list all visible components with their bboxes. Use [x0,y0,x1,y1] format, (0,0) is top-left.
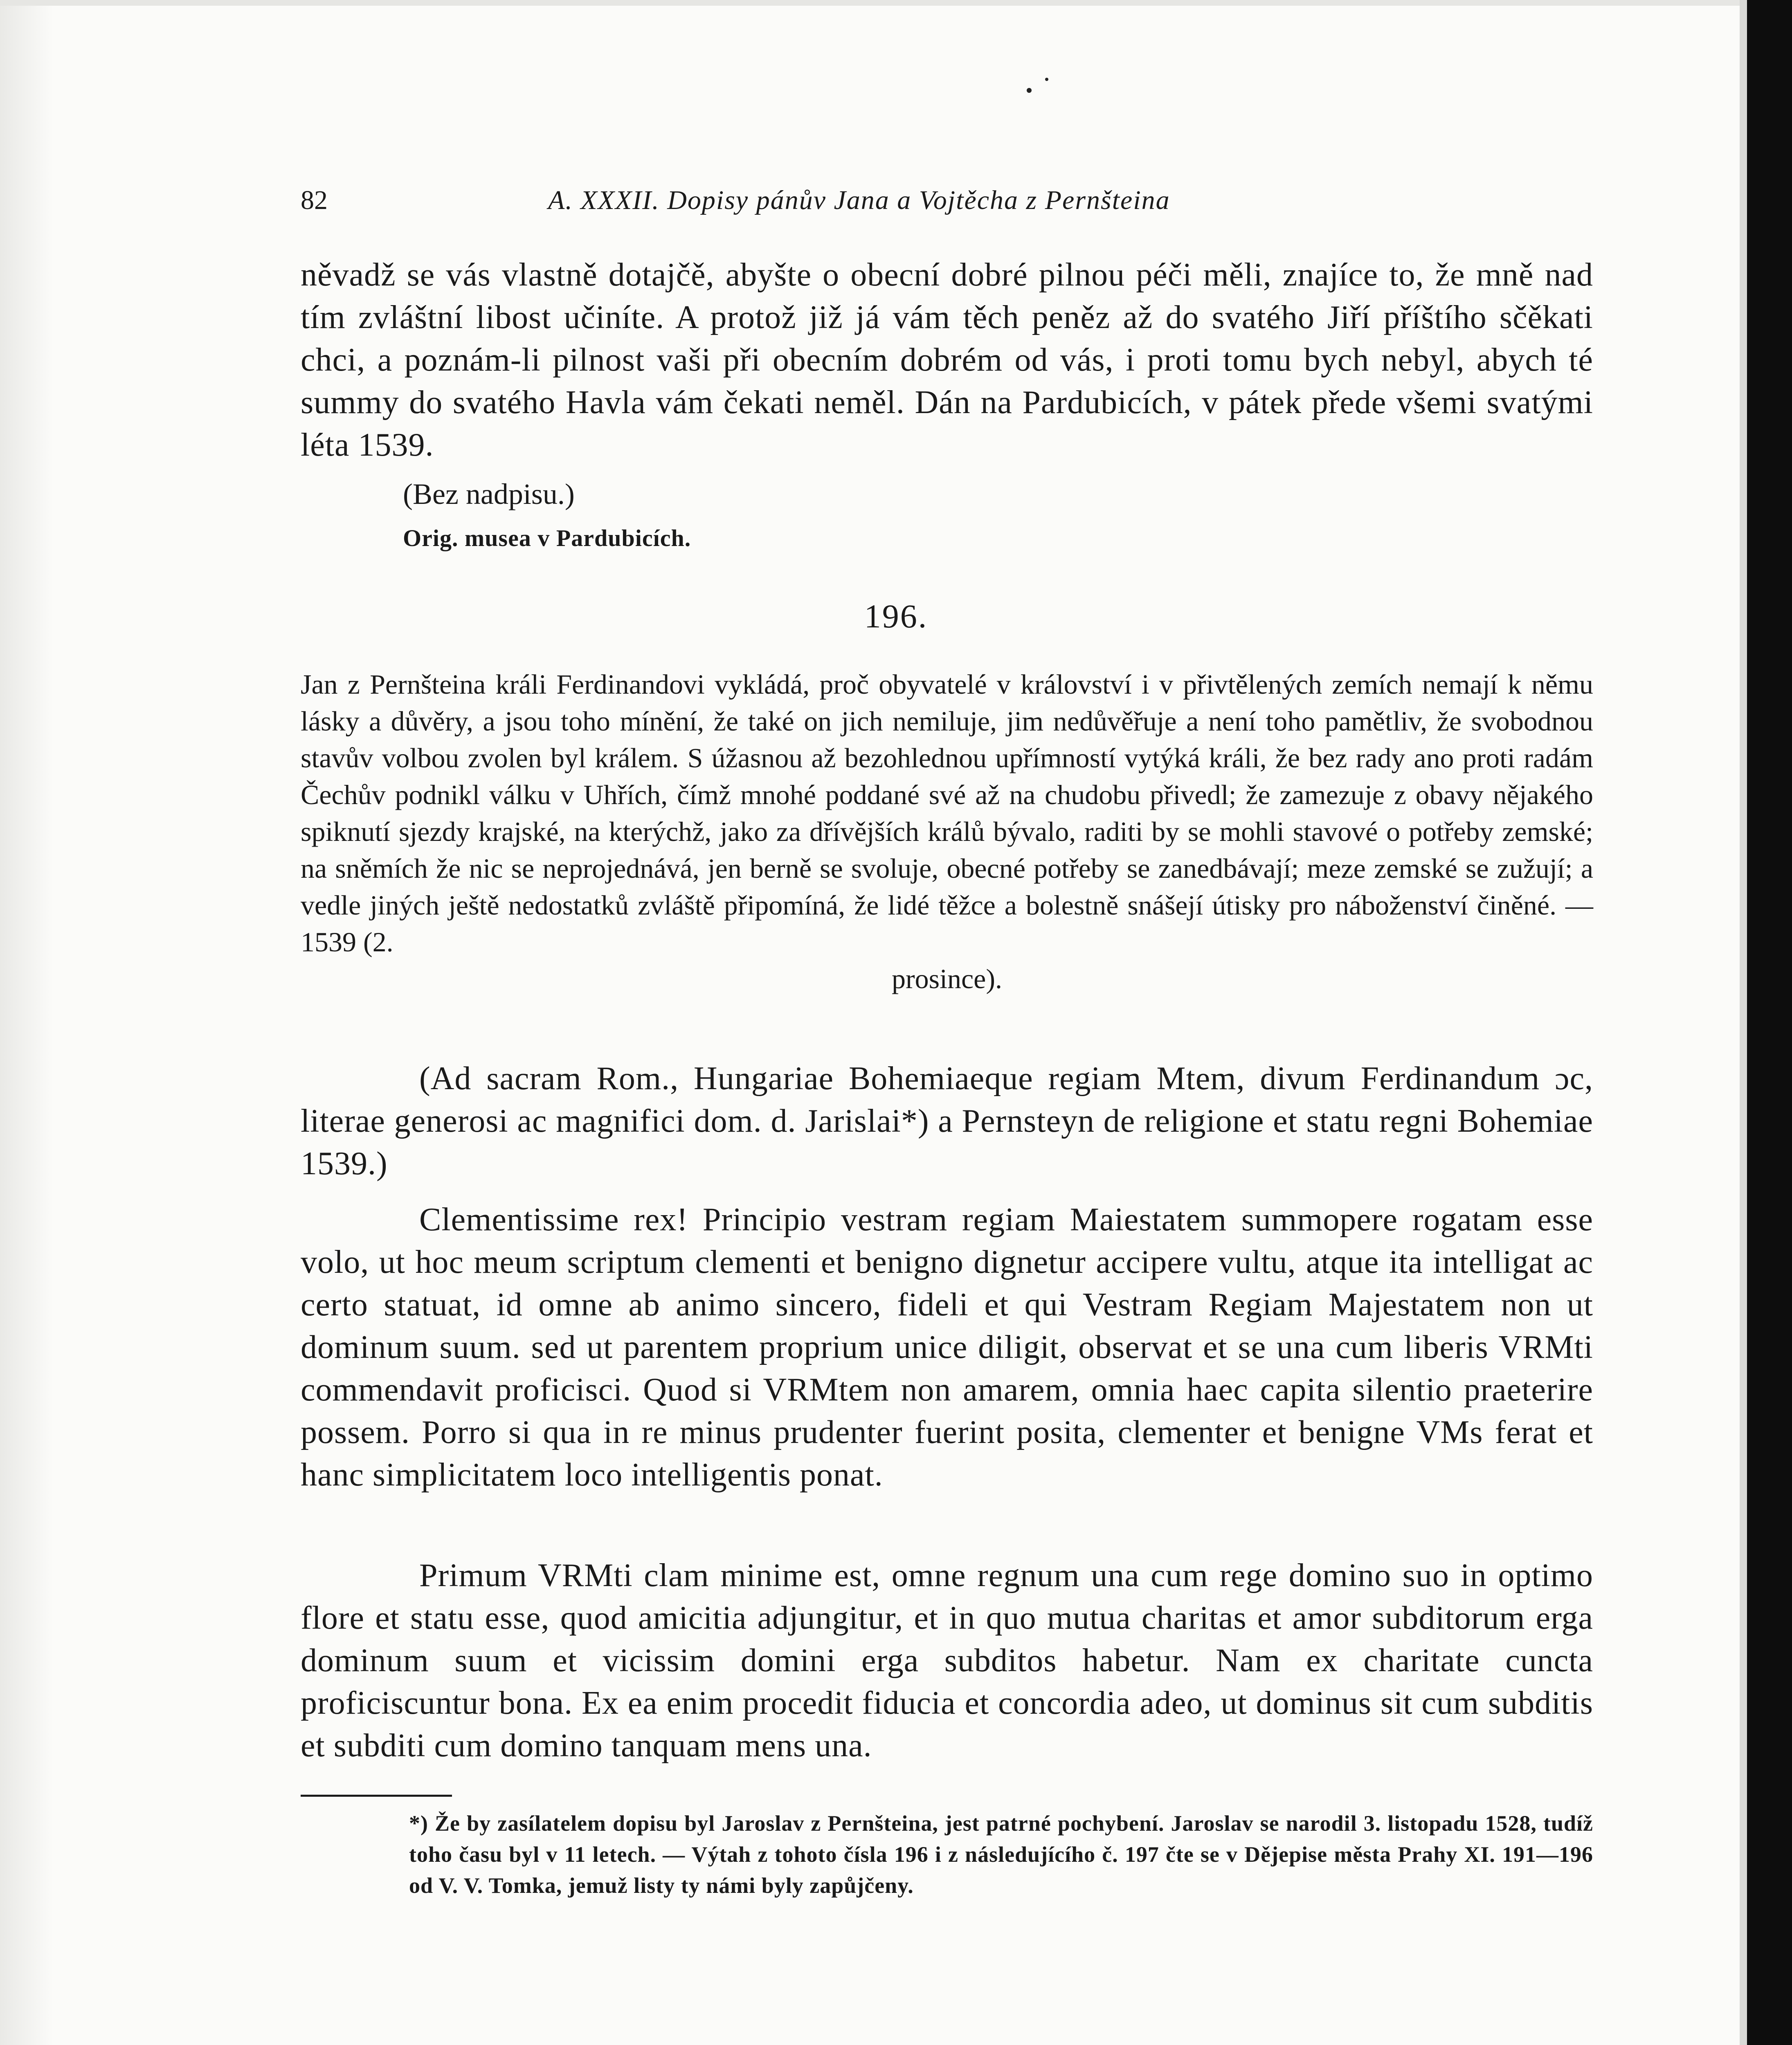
scan-speck [1027,88,1032,93]
scan-speck [1045,78,1048,81]
previous-letter-paragraph: něvadž se vás vlastně dotajčě, abyšte o obecní dobré pilnou péči měli, znajíce to, že mně nad tím zvláštní libost učiníte. A protož již já vám těch peněz až do svatého Jiří příštího sčěkati chci, a poznám-li pilnost vaši při obecním dobrém od vás, i proti tomu bych nebyl, abych té summy do svatého Havla vám čekati neměl. Dán na Pardubicích, v pátek přede všemi svatými léta 1539. [301,257,1593,463]
footnote-rule [301,1795,452,1797]
latin-paragraph-block-2 [301,1554,1593,1767]
address-note: (Bez nadpisu.) [403,478,575,510]
latin-paragraph-1: Clementissime rex! Principio vestram regiam Maiestatem summopere rogatam esse volo, ut hoc meum scriptum clementi et benigno dignetur accipere vultu, atque ita intelligat ac certo statuat, id omne ab animo sincero, fideli et qui Vestram Regiam Majestatem non ut dominum suum. sed ut parentem proprium unice diligit, observat et se una cum liberis VRMti commendavit proficisci. Quod si VRMtem non amarem, omnia haec capita silentio praeterire possem. Porro si qua in re minus prudenter fuerint posita, clementer et benigne VMs ferat et hanc simplicitatem loco intelligentis ponat. [301,1202,1593,1493]
footnote-text: *) Že by zasílatelem dopisu byl Jaroslav z Pernšteina, jest patrné pochybení. Jaroslav se narodil 3. listopadu 1528, tudíž toho času byl v 11 letech. — Výtah z tohoto čísla 196 i z následujícího č. 197 čte se v Dějepise města Prahy XI. 191—196 od V. V. Tomka, jemuž listy ty námi byly zapůjčeny. [409,1811,1593,1898]
archive-note: Orig. musea v Pardubicích. [403,525,691,551]
regest-text: Jan z Pernšteina králi Ferdinandovi vykládá, proč obyvatelé v království i v přivtělených zemích nemají k němu lásky a důvěry, a jsou toho mínění, že také on jich nemiluje, jim nedůvěřuje a není toho pamětliv, že svobodnou stavův volbou zvolen byl králem. S úžasnou až bezohlednou upřímností vytýká králi, že bez rady ano proti radám Čechův podnikl válku v Uhřích, čímž mnohé poddané své až na chudobu přivedl; že zamezuje z obavy nějakého spiknutí sjezdy krajské, na kterýchž, jako za dřívějších králů bývalo, raditi by se mohli stavové o potřeby zemské; na sněmích že nic se neprojednává, jen berně se svoluje, obecné potřeby se zanedbávají; meze zemské se zužují; a vedle jiných ještě nedostatků zvláště připomíná, že lidé těžce a bolestně snášejí útisky pro náboženství činěné. — 1539 (2. [301,669,1593,957]
page-gutter-shadow [0,0,53,2045]
footnote [301,1808,1593,1901]
document-number: 196. [864,598,928,635]
latin-paragraph-2: Primum VRMti clam minime est, omne regnum una cum rege domino suo in optimo flore et statu esse, quod amicitia adjungitur, et in quo mutua charitas et amor subditorum erga dominum suum et vicissim domini erga subditos habetur. Nam ex charitate cuncta proficiscuntur bona. Ex ea enim procedit fiducia et concordia adeo, ut dominus sit cum subditis et subditi cum domino tanquam mens una. [301,1557,1593,1764]
regest-end: prosince). [891,963,1002,994]
latin-address-block [301,1057,1593,1185]
latin-paragraph-block-1 [301,1198,1593,1496]
page-number: 82 [301,185,328,215]
scan-right-margin [1740,0,1747,2045]
scan-top-edge [0,0,1792,6]
latin-address: (Ad sacram Rom., Hungariae Bohemiaeque regiam Mtem, divum Ferdinandum ɔc, literae generosi ac magnifici dom. d. Jarislai*) a Pernsteyn de religione et statu regni Bohemiae 1539.) [301,1061,1593,1182]
running-title: A. XXXII. Dopisy pánův Jana a Vojtěcha z Pernšteina [548,185,1170,215]
scan-right-border [1747,0,1792,2045]
previous-letter-text [301,254,1593,466]
document-regest [301,666,1593,997]
